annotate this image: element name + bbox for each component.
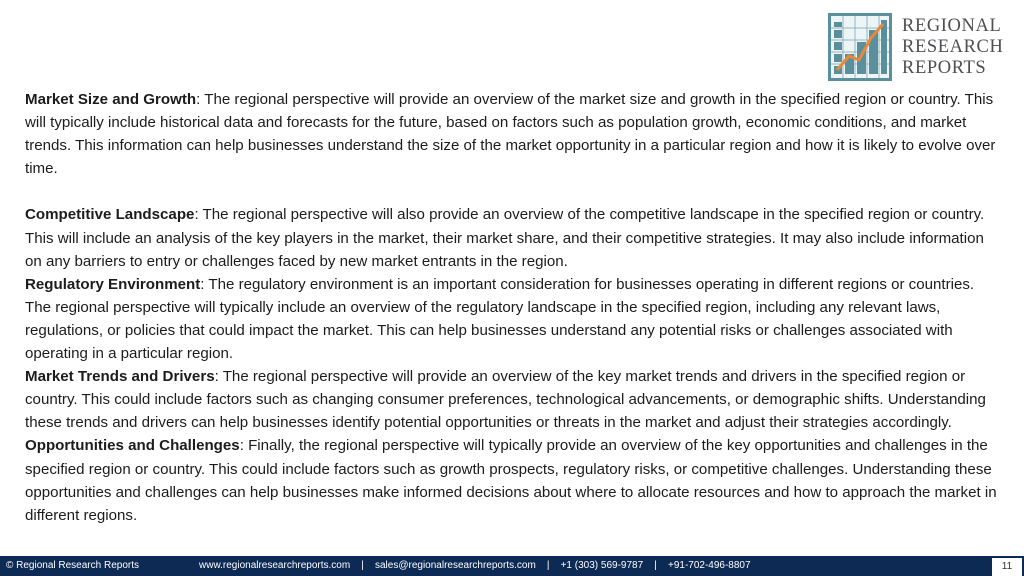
logo-wordmark [902, 16, 1003, 79]
section-title: Competitive Landscape [25, 206, 195, 224]
section-title: Market Size and Growth [25, 91, 197, 108]
page-number: 11 [992, 558, 1022, 576]
section-text: : Finally, the regional perspective will typically provide an overview of the key opportunities and challenges in the specified region or country. This could include factors such as growth prospects, regulatory risks, or competitive challenges. Understanding these opportunities and challenges can help businesses make informed decisions about where to allocate resources and how to approach the market in different regions. [25, 437, 997, 524]
logo-line-1: REGIONAL [902, 15, 1002, 36]
section-title: Opportunities and Challenges [25, 437, 240, 455]
section-title: Regulatory Environment [25, 275, 201, 293]
chart-logo-icon [828, 13, 892, 81]
section-text: : The regional perspective will also provide an overview of the competitive landscape in the specified region or country. This will include an analysis of the key players in the market, their market share, and their competitive strategies. It may also include information on any barriers to entry or challenges faced by new market entrants in the region. [25, 206, 985, 270]
footer-copyright: © Regional Research Reports [6, 560, 139, 571]
section-competitive-landscape [25, 203, 1000, 272]
section-market-trends [25, 365, 1000, 434]
company-logo [828, 13, 1003, 81]
section-text: : The regional perspective will provide an overview of the market size and growth in the specified region or country. This will typically include historical data and forecasts for the future, based on factors such as population growth, economic conditions, and market trends. This information can help businesses understand the size of the market opportunity in a particular region and how it is likely to evolve over time. [25, 91, 996, 178]
footer-bar [0, 556, 1024, 576]
logo-line-3: REPORTS [902, 57, 987, 78]
slide-body [25, 88, 1000, 527]
section-text: : The regulatory environment is an important consideration for businesses operating in different regions or countries. The regional perspective will typically include an overview of the regulatory landscape in the specified region, including any relevant laws, regulations, or policies that could impact the market. This can help businesses understand any potential risks or challenges associated with operating in a particular region. [25, 275, 975, 363]
section-title: Market Trends and Drivers [25, 368, 215, 386]
footer-contact-info: www.regionalresearchreports.com | sales@regionalresearchreports.com | +1 (303) 569-9787 | +91-702-496-8807 [199, 560, 751, 571]
section-regulatory-environment [25, 273, 1000, 365]
section-text: : The regional perspective will provide an overview of the key market trends and drivers in the specified region or country. This could include factors such as changing consumer preferences, technological advancements, or demographic shifts. Understanding these trends and drivers can help businesses identify potential opportunities or threats in the market and adjust their strategies accordingly. [25, 368, 986, 432]
logo-line-2: RESEARCH [902, 36, 1004, 57]
section-opportunities [25, 434, 1000, 526]
section-market-size [25, 88, 1000, 180]
